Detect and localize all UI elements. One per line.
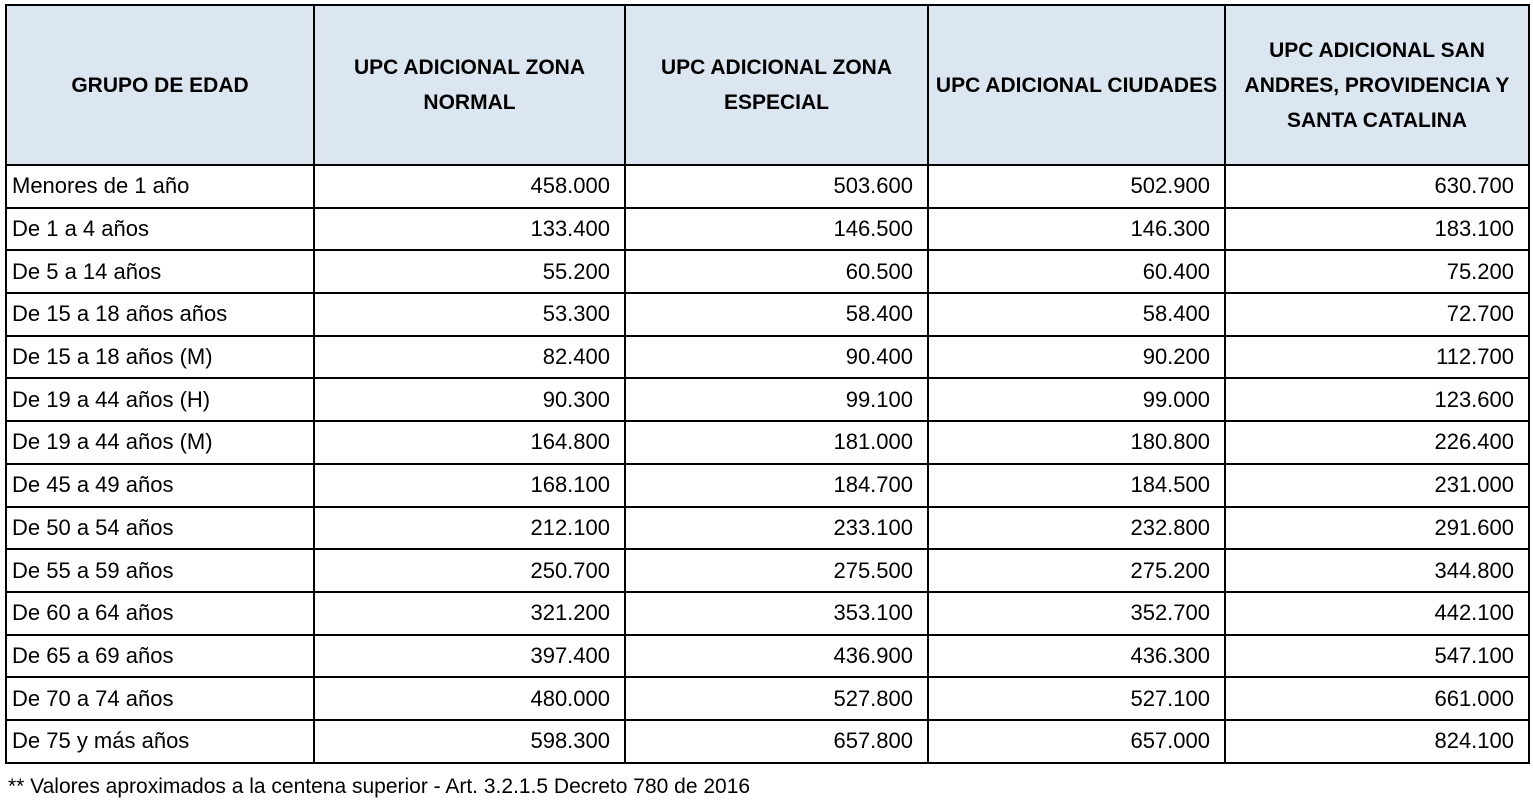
zona-normal-cell: 164.800 [314,421,625,464]
zona-normal-cell: 212.100 [314,507,625,550]
age-group-cell: De 45 a 49 años [6,464,314,507]
age-group-cell: De 75 y más años [6,720,314,763]
zona-normal-cell: 480.000 [314,677,625,720]
zona-especial-cell: 146.500 [625,208,928,251]
table-row [6,378,1529,421]
footnote: ** Valores aproximados a la centena superior - Art. 3.2.1.5 Decreto 780 de 2016 [8,775,751,798]
header-age-group: GRUPO DE EDAD [6,5,314,165]
san-andres-cell: 630.700 [1225,165,1529,208]
zona-normal-cell: 53.300 [314,293,625,336]
ciudades-cell: 184.500 [928,464,1225,507]
zona-especial-cell: 233.100 [625,507,928,550]
san-andres-cell: 661.000 [1225,677,1529,720]
zona-especial-cell: 503.600 [625,165,928,208]
ciudades-cell: 657.000 [928,720,1225,763]
san-andres-cell: 75.200 [1225,250,1529,293]
table-header-row [6,5,1529,165]
age-group-cell: Menores de 1 año [6,165,314,208]
zona-normal-cell: 55.200 [314,250,625,293]
age-group-cell: De 50 a 54 años [6,507,314,550]
ciudades-cell: 436.300 [928,635,1225,678]
ciudades-cell: 502.900 [928,165,1225,208]
zona-normal-cell: 168.100 [314,464,625,507]
table-row [6,165,1529,208]
ciudades-cell: 60.400 [928,250,1225,293]
table-row [6,293,1529,336]
ciudades-cell: 90.200 [928,336,1225,379]
san-andres-cell: 344.800 [1225,549,1529,592]
zona-normal-cell: 598.300 [314,720,625,763]
upc-table-container [5,4,1530,764]
san-andres-cell: 183.100 [1225,208,1529,251]
zona-especial-cell: 58.400 [625,293,928,336]
table-row [6,635,1529,678]
ciudades-cell: 180.800 [928,421,1225,464]
zona-especial-cell: 275.500 [625,549,928,592]
age-group-cell: De 19 a 44 años (H) [6,378,314,421]
age-group-cell: De 65 a 69 años [6,635,314,678]
san-andres-cell: 72.700 [1225,293,1529,336]
zona-normal-cell: 458.000 [314,165,625,208]
zona-normal-cell: 250.700 [314,549,625,592]
zona-especial-cell: 657.800 [625,720,928,763]
ciudades-cell: 352.700 [928,592,1225,635]
zona-especial-cell: 99.100 [625,378,928,421]
zona-especial-cell: 60.500 [625,250,928,293]
table-row [6,421,1529,464]
header-zona-especial: UPC ADICIONAL ZONA ESPECIAL [625,5,928,165]
zona-normal-cell: 90.300 [314,378,625,421]
table-row [6,507,1529,550]
age-group-cell: De 55 a 59 años [6,549,314,592]
table-row [6,592,1529,635]
ciudades-cell: 58.400 [928,293,1225,336]
ciudades-cell: 232.800 [928,507,1225,550]
table-row [6,250,1529,293]
age-group-cell: De 1 a 4 años [6,208,314,251]
header-zona-normal: UPC ADICIONAL ZONA NORMAL [314,5,625,165]
san-andres-cell: 226.400 [1225,421,1529,464]
zona-especial-cell: 90.400 [625,336,928,379]
san-andres-cell: 231.000 [1225,464,1529,507]
upc-table [5,4,1530,764]
san-andres-cell: 442.100 [1225,592,1529,635]
table-row [6,720,1529,763]
zona-especial-cell: 436.900 [625,635,928,678]
table-body [6,165,1529,763]
zona-normal-cell: 82.400 [314,336,625,379]
ciudades-cell: 146.300 [928,208,1225,251]
header-ciudades: UPC ADICIONAL CIUDADES [928,5,1225,165]
age-group-cell: De 60 a 64 años [6,592,314,635]
table-row [6,464,1529,507]
san-andres-cell: 123.600 [1225,378,1529,421]
san-andres-cell: 824.100 [1225,720,1529,763]
zona-normal-cell: 397.400 [314,635,625,678]
age-group-cell: De 19 a 44 años (M) [6,421,314,464]
zona-especial-cell: 353.100 [625,592,928,635]
ciudades-cell: 527.100 [928,677,1225,720]
zona-especial-cell: 527.800 [625,677,928,720]
age-group-cell: De 15 a 18 años años [6,293,314,336]
ciudades-cell: 275.200 [928,549,1225,592]
age-group-cell: De 15 a 18 años (M) [6,336,314,379]
header-san-andres: UPC ADICIONAL SAN ANDRES, PROVIDENCIA Y SANTA CATALINA [1225,5,1529,165]
san-andres-cell: 547.100 [1225,635,1529,678]
zona-especial-cell: 184.700 [625,464,928,507]
zona-normal-cell: 133.400 [314,208,625,251]
zona-normal-cell: 321.200 [314,592,625,635]
table-row [6,677,1529,720]
san-andres-cell: 291.600 [1225,507,1529,550]
table-row [6,336,1529,379]
san-andres-cell: 112.700 [1225,336,1529,379]
table-row [6,208,1529,251]
age-group-cell: De 5 a 14 años [6,250,314,293]
zona-especial-cell: 181.000 [625,421,928,464]
ciudades-cell: 99.000 [928,378,1225,421]
table-row [6,549,1529,592]
age-group-cell: De 70 a 74 años [6,677,314,720]
